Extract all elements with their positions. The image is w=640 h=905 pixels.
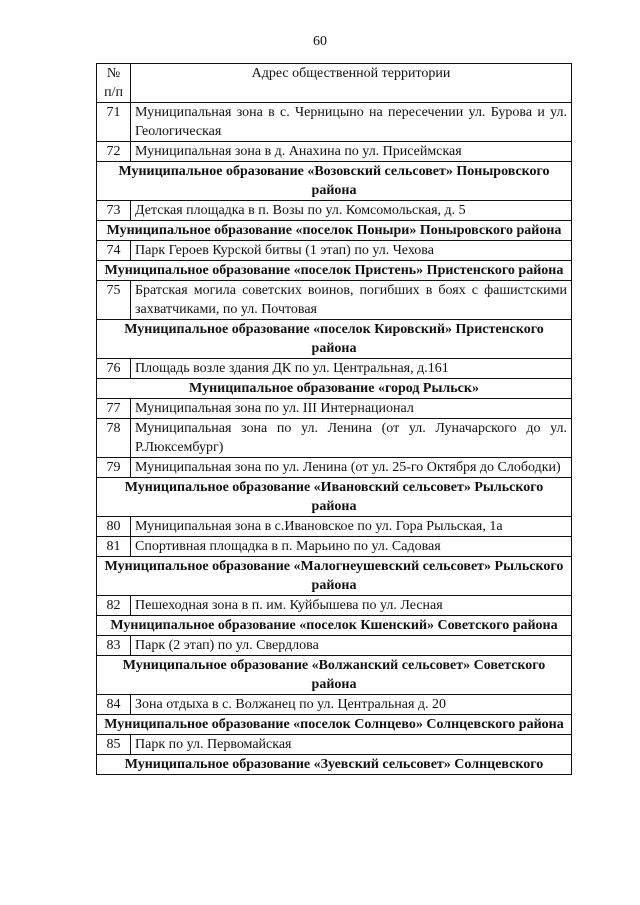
row-number: 72: [97, 142, 131, 162]
table-row: [97, 142, 572, 162]
table-row: [97, 399, 572, 419]
table-row: [97, 735, 572, 755]
section-row: [97, 715, 572, 735]
section-row: [97, 261, 572, 281]
table-row: [97, 201, 572, 221]
row-number: 82: [97, 596, 131, 616]
row-address: Братская могила советских воинов, погибших в боях с фашистскими захватчиками, по ул. Почтовая: [131, 281, 572, 320]
row-number: 73: [97, 201, 131, 221]
address-column-header: Адрес общественной территории: [131, 64, 572, 103]
row-address: Парк (2 этап) по ул. Свердлова: [131, 636, 572, 656]
section-title: Муниципальное образование «город Рыльск»: [97, 379, 572, 399]
section-title: Муниципальное образование «поселок Кировский» Пристенского района: [97, 320, 572, 359]
row-address: Площадь возле здания ДК по ул. Центральная, д.161: [131, 359, 572, 379]
row-address: Муниципальная зона по ул. Ленина (от ул. Луначарского до ул. Р.Люксембург): [131, 419, 572, 458]
section-title: Муниципальное образование «поселок Кшенский» Советского района: [97, 616, 572, 636]
row-address: Детская площадка в п. Возы по ул. Комсомольская, д. 5: [131, 201, 572, 221]
row-number: 81: [97, 537, 131, 557]
row-address: Зона отдыха в с. Волжанец по ул. Центральная д. 20: [131, 695, 572, 715]
row-address: Муниципальная зона по ул. Ленина (от ул. 25-го Октября до Слободки): [131, 458, 572, 478]
row-number: 75: [97, 281, 131, 320]
section-row: [97, 478, 572, 517]
table-row: [97, 636, 572, 656]
row-address: Муниципальная зона в д. Анахина по ул. Присеймская: [131, 142, 572, 162]
row-number: 77: [97, 399, 131, 419]
row-address: Муниципальная зона в с.Ивановское по ул. Гора Рыльская, 1а: [131, 517, 572, 537]
row-address: Парк по ул. Первомайская: [131, 735, 572, 755]
section-title: Муниципальное образование «Зуевский сельсовет» Солнцевского: [97, 755, 572, 775]
table-row: [97, 537, 572, 557]
row-address: Муниципальная зона по ул. III Интернационал: [131, 399, 572, 419]
section-row: [97, 656, 572, 695]
row-address: Муниципальная зона в с. Черницыно на пересечении ул. Бурова и ул. Геологическая: [131, 103, 572, 142]
table-body: [97, 103, 572, 775]
table-row: [97, 103, 572, 142]
row-number: 71: [97, 103, 131, 142]
row-number: 85: [97, 735, 131, 755]
section-row: [97, 557, 572, 596]
section-row: [97, 221, 572, 241]
table-row: [97, 695, 572, 715]
section-title: Муниципальное образование «поселок Солнцево» Солнцевского района: [97, 715, 572, 735]
section-title: Муниципальное образование «Малогнеушевский сельсовет» Рыльского района: [97, 557, 572, 596]
num-header-line1: №: [106, 66, 121, 81]
num-header-line2: п/п: [104, 85, 123, 100]
table-row: [97, 241, 572, 261]
section-row: [97, 320, 572, 359]
section-title: Муниципальное образование «поселок Пристень» Пристенского района: [97, 261, 572, 281]
row-address: Пешеходная зона в п. им. Куйбышева по ул. Лесная: [131, 596, 572, 616]
row-address: Парк Героев Курской битвы (1 этап) по ул. Чехова: [131, 241, 572, 261]
row-number: 83: [97, 636, 131, 656]
num-column-header: [97, 64, 131, 103]
row-number: 79: [97, 458, 131, 478]
table-row: [97, 458, 572, 478]
row-number: 78: [97, 419, 131, 458]
section-title: Муниципальное образование «Возовский сельсовет» Поныровского района: [97, 162, 572, 201]
page-number: 60: [313, 34, 327, 49]
section-row: [97, 162, 572, 201]
section-title: Муниципальное образование «поселок Поныри» Поныровского района: [97, 221, 572, 241]
table-row: [97, 359, 572, 379]
section-title: Муниципальное образование «Ивановский сельсовет» Рыльского района: [97, 478, 572, 517]
row-number: 74: [97, 241, 131, 261]
territory-table: [96, 63, 572, 775]
table-row: [97, 281, 572, 320]
section-row: [97, 616, 572, 636]
section-row: [97, 379, 572, 399]
section-title: Муниципальное образование «Волжанский сельсовет» Советского района: [97, 656, 572, 695]
table-row: [97, 419, 572, 458]
table-header-row: [97, 64, 572, 103]
row-address: Спортивная площадка в п. Марьино по ул. Садовая: [131, 537, 572, 557]
row-number: 84: [97, 695, 131, 715]
section-row: [97, 755, 572, 775]
row-number: 76: [97, 359, 131, 379]
row-number: 80: [97, 517, 131, 537]
table-row: [97, 517, 572, 537]
table-row: [97, 596, 572, 616]
